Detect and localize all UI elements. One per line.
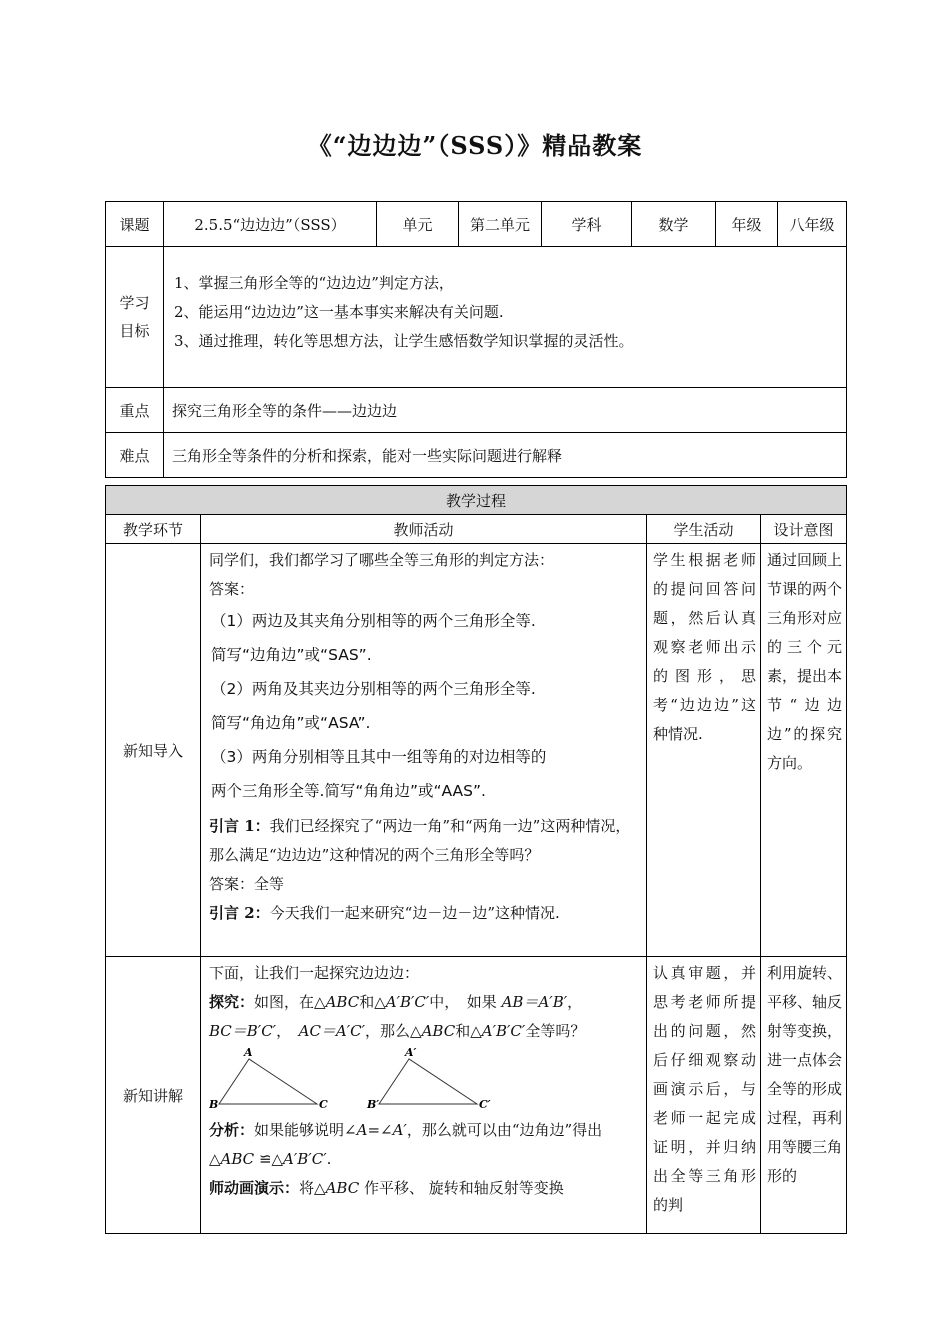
grade-label: 年级 — [716, 202, 778, 247]
key-point-label: 重点 — [106, 388, 164, 433]
text-fragment: 中， 如果 — [429, 993, 497, 1011]
lead-1-text: 我们已经探究了“两边一角”和“两角一边”这两种情况，那么满足“边边边”这种情况的两个三角形全等吗？ — [209, 817, 631, 864]
math-fragment: A′ — [392, 1121, 407, 1139]
subject-value: 数学 — [632, 202, 716, 247]
text-fragment: 如果能够说明∠ — [254, 1121, 357, 1139]
difficult-point-row — [106, 433, 847, 478]
text-fragment: ≌△ — [254, 1150, 284, 1168]
text-fragment: 作平移、 旋转和轴反射等变换 — [359, 1179, 564, 1197]
text-fragment: 和△ — [359, 993, 386, 1011]
lead-2-text: 今天我们一起来研究“边－边－边”这种情况. — [269, 904, 560, 922]
text-fragment: 和△ — [455, 1022, 482, 1040]
subject-label: 学科 — [542, 202, 632, 247]
vertex-label-b: B — [209, 1098, 219, 1111]
math-fragment: A′B′C′ — [283, 1150, 327, 1168]
criteria-answers — [209, 604, 640, 808]
text-fragment: 全等吗？ — [525, 1022, 586, 1040]
answer-2: 答案：全等 — [209, 875, 285, 893]
design-intent-intro: 通过回顾上节课的两个三角形对应的三个元素，提出本节“边边边”的探究方向。 — [761, 544, 847, 957]
answer-line: （3）两角分别相等且其中一组等角的对边相等的 — [211, 748, 547, 766]
teacher-activity-explain — [201, 957, 647, 1234]
condition-2: BC＝B′C′ — [209, 1022, 277, 1040]
math-fragment: ABC — [325, 993, 360, 1011]
info-row — [106, 202, 847, 247]
lesson-info-table — [105, 201, 847, 478]
student-activity-explain: 认真审题，并思考老师所提出的问题，然后仔细观察动画演示后，与老师一起完成证明，并归纳出全等三角形的判 — [647, 957, 761, 1234]
goals-label — [106, 247, 164, 388]
difficult-point-value: 三角形全等条件的分析和探索，能对一些实际问题进行解释 — [164, 433, 847, 478]
difficult-point-label: 难点 — [106, 433, 164, 478]
design-intent-explain: 利用旋转、平移、轴反射等变换，进一点体会全等的形成过程，再利用等腰三角形的 — [761, 957, 847, 1234]
text-fragment: ， — [567, 993, 583, 1011]
text-fragment: ， — [276, 1022, 299, 1040]
math-fragment: ABC — [325, 1179, 360, 1197]
lead-2-label: 引言 2： — [209, 904, 270, 922]
process-header: 教学过程 — [106, 486, 847, 515]
analysis-label: 分析： — [209, 1121, 255, 1139]
text-fragment: 如图，在△ — [254, 993, 326, 1011]
column-header: 学生活动 — [647, 515, 761, 544]
goal-item: 3、通过推理，转化等思想方法，让学生感悟数学知识掌握的灵活性。 — [174, 332, 634, 350]
lead-2 — [209, 899, 640, 928]
topic-label: 课题 — [106, 202, 164, 247]
document-title: 《“边边边”（SSS）》精品教案 — [307, 131, 643, 160]
math-fragment: A′B′C′ — [481, 1022, 526, 1040]
goals-content — [164, 247, 847, 388]
triangle-abc-prime — [379, 1059, 477, 1104]
condition-3: AC＝A′C′ — [298, 1022, 366, 1040]
answer-label: 答案： — [209, 580, 255, 598]
vertex-label-a: A — [244, 1046, 253, 1059]
text-fragment: =∠ — [367, 1121, 393, 1139]
key-point-row — [106, 388, 847, 433]
key-point-value: 探究三角形全等的条件——边边边 — [164, 388, 847, 433]
explore-question — [209, 988, 640, 1046]
animation-demo — [209, 1174, 640, 1203]
lead-1-label: 引言 1： — [209, 817, 270, 835]
section-intro-row — [106, 544, 847, 957]
goal-item: 1、掌握三角形全等的“边边边”判定方法， — [174, 274, 454, 292]
answer-line: 简写“边角边”或“SAS”. — [211, 646, 372, 664]
answer-line: 两个三角形全等.简写“角角边”或“AAS”. — [211, 782, 486, 800]
vertex-label-b-prime: B′ — [367, 1098, 380, 1111]
answer-line: （1）两边及其夹角分别相等的两个三角形全等. — [211, 612, 536, 630]
teaching-process-table — [105, 485, 847, 1234]
text-fragment: . — [326, 1150, 332, 1168]
section-explain-row — [106, 957, 847, 1234]
condition-1: AB＝A′B′ — [501, 993, 568, 1011]
analysis — [209, 1116, 640, 1174]
text-fragment: 将△ — [299, 1179, 326, 1197]
student-activity-intro: 学生根据老师的提问回答问题，然后认真观察老师出示的图形，思考“边边边”这种情况. — [647, 544, 761, 957]
stage-explain: 新知讲解 — [106, 957, 201, 1234]
goals-label-line1: 学习 — [119, 294, 150, 312]
teacher-activity-intro — [201, 544, 647, 957]
goal-item: 2、能运用“边边边”这一基本事实来解决有关问题. — [174, 303, 504, 321]
column-header: 设计意图 — [761, 515, 847, 544]
vertex-label-c: C — [319, 1098, 328, 1111]
demo-label: 师动画演示： — [209, 1179, 300, 1197]
vertex-label-a-prime: A′ — [405, 1046, 417, 1059]
lead-1 — [209, 812, 640, 870]
unit-label: 单元 — [377, 202, 459, 247]
column-header: 教学环节 — [106, 515, 201, 544]
math-fragment: ABC — [421, 1022, 456, 1040]
math-fragment: A′B′C′ — [385, 993, 430, 1011]
answer-line: 简写“角边角”或“ASA”. — [211, 714, 371, 732]
stage-intro: 新知导入 — [106, 544, 201, 957]
triangle-abc — [219, 1059, 317, 1104]
grade-value: 八年级 — [778, 202, 847, 247]
text-fragment: ，那么△ — [365, 1022, 422, 1040]
math-fragment: A — [356, 1121, 368, 1139]
math-fragment: ABC — [220, 1150, 255, 1168]
goals-label-line2: 目标 — [119, 322, 150, 340]
process-column-headers — [106, 515, 847, 544]
text-fragment: ，那么就可以由“边角边”得出△ — [209, 1121, 603, 1168]
topic-value: 2.5.5“边边边”（SSS） — [164, 202, 377, 247]
column-header: 教师活动 — [201, 515, 647, 544]
triangle-figures — [209, 1046, 640, 1116]
triangles-diagram — [209, 1046, 509, 1116]
goals-row — [106, 247, 847, 388]
intro-question: 同学们，我们都学习了哪些全等三角形的判定方法： — [209, 551, 555, 569]
answer-line: （2）两角及其夹边分别相等的两个三角形全等. — [211, 680, 536, 698]
explore-label: 探究： — [209, 993, 255, 1011]
unit-value: 第二单元 — [459, 202, 542, 247]
explore-intro: 下面，让我们一起探究边边边： — [209, 964, 420, 982]
vertex-label-c-prime: C′ — [479, 1098, 491, 1111]
